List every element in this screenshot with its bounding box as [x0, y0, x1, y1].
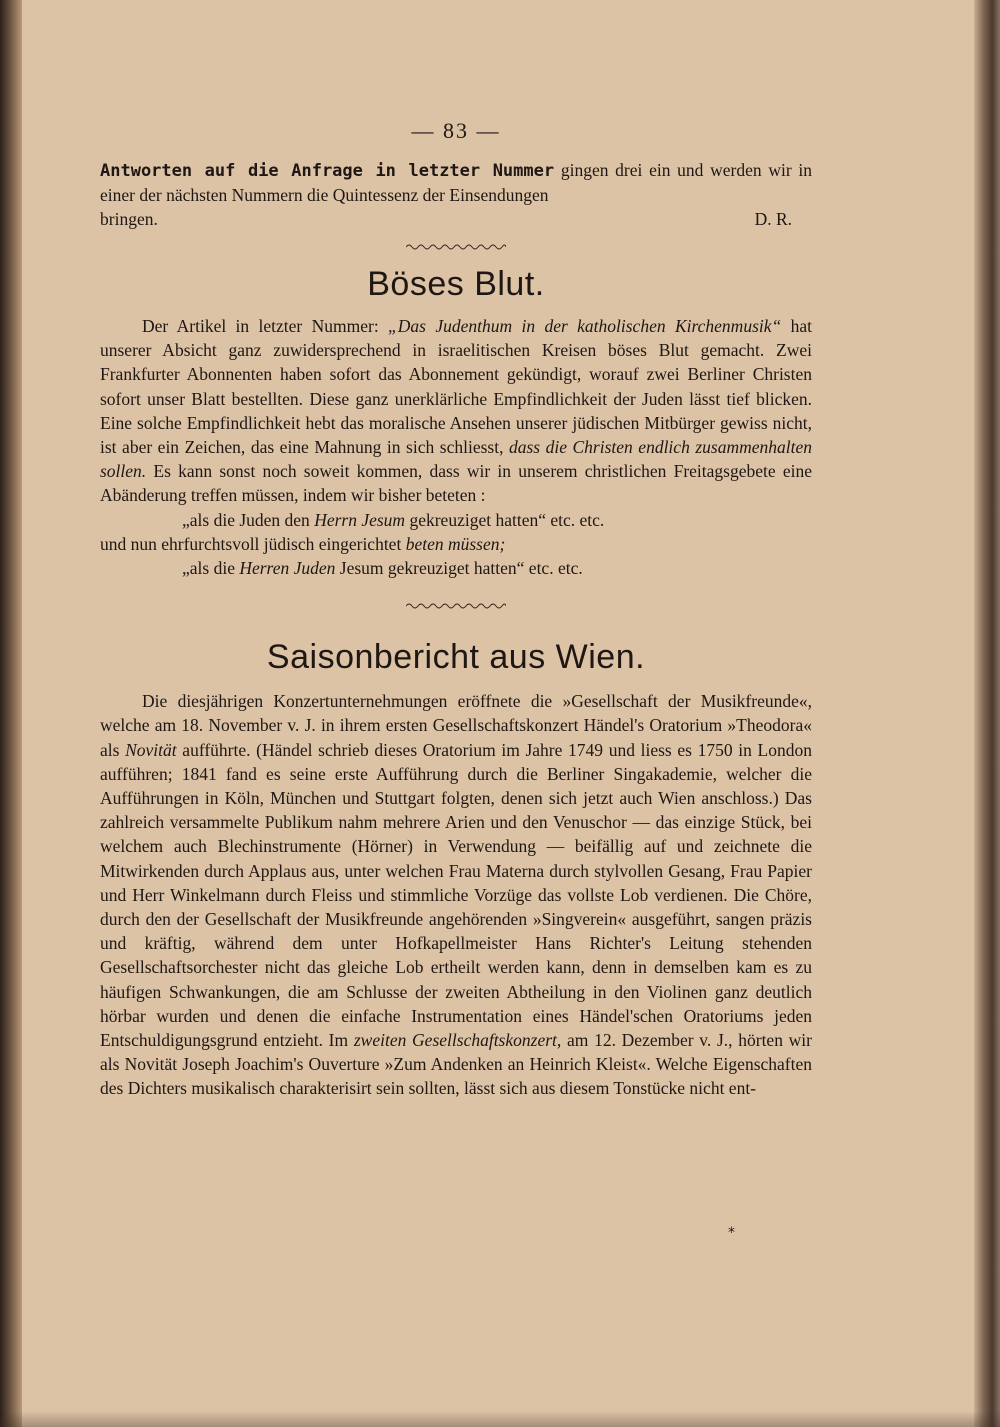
- quote2-text-a: „als die: [182, 558, 240, 579]
- article2-paragraph: [100, 689, 812, 1100]
- intro-bold-lead: Antworten auf die Anfrage in letzter Nummer: [100, 161, 555, 181]
- article2-italic-konzert: zweiten Gesellschaftskonzert,: [353, 1030, 562, 1051]
- quote2-italic: Herren Juden: [239, 558, 336, 579]
- page-edge: [974, 0, 1000, 1427]
- intro-text: gingen drei ein und werden wir in einer der nächsten Nummern die Quintessenz der Einsendungen: [100, 160, 813, 205]
- page-content: [100, 118, 812, 1101]
- article2-text-c: am 12. Dezember v. J., hörten wir als Novität Joseph Joachim's Ouverture »Zum Andenken an Heinrich Kleist«. Welche Eigenschaften des Dichters musikalisch charakterisirt sein sollten, lässt sich aus diesem Tonstücke nicht ent-: [100, 1030, 812, 1099]
- footer-mark: *: [728, 1225, 735, 1241]
- intro-paragraph: [100, 158, 812, 207]
- article-title-saisonbericht: Saisonbericht aus Wien.: [266, 638, 646, 677]
- article1-text-a: Der Artikel in letzter Nummer:: [142, 316, 389, 336]
- article1-text-b: hat unserer Absicht ganz zuwidersprechend in israelitischen Kreisen böses Blut gemacht. Zwei Frankfurter Abonnenten haben sofort das Abonnement gekündigt, worauf zwei Berliner Christen sofort unser Blatt bestellten. Diese ganz unerklärliche Empfindlichkeit der Juden lässt tief blicken. Eine solche Empfindlichkeit hebt das moralische Ansehen unserer jüdischen Mitbürger gewiss nicht, ist aber ein Zeichen, das eine Mahnung in sich schliesst,: [100, 316, 812, 458]
- intro-last-line: bringen.: [100, 209, 158, 229]
- article2-text-a: Die diesjährigen Konzertunternehmungen eröffnete die »Gesellschaft der Musikfreunde«, welche am 18. November v. J. in ihrem ersten Gesellschaftskonzert Händel's Oratorium »Theodora« als: [100, 691, 812, 760]
- article-title-boeses-blut: Böses Blut.: [367, 265, 545, 303]
- transition-line: [100, 532, 812, 556]
- article2-italic-novitaet: Novität: [125, 739, 177, 760]
- quote-line-2: [100, 556, 812, 580]
- quote1-text-a: „als die Juden den: [182, 509, 315, 530]
- page-bottom-shadow: [0, 1411, 1000, 1427]
- book-gutter: [0, 0, 22, 1427]
- quote2-text-b: Jesum gekreuziget hatten“ etc. etc.: [335, 558, 583, 579]
- article2-text-b: aufführte. (Händel schrieb dieses Oratorium im Jahre 1749 und liess es 1750 in London aufführen; 1841 fand es seine erste Aufführung durch die Berliner Singakademie, welcher die Aufführungen in Köln, München und Stuttgart folgten, denen sich jetzt auch Wien anschloss.) Das zahlreich versammelte Publikum nahm mehrere Arien und den Venuschor — das einzige Stück, bei welchem auch Blechinstrumente (Hörner) in Verwendung — beifällig auf und zeichnete die Mitwirkenden durch Applaus aus, unter welchen Frau Materna durch stylvollen Gesang, Frau Papier und Herr Winkelmann durch Fleiss und stimmliche Vorzüge das vollste Lob verdienen. Die Chöre, durch den der Gesellschaft der Musikfreunde angehörenden »Singverein« ausgeführt, sangen präzis und kräftig, während dem unter Hofkapellmeister Hans Richter's Leitung stehenden Gesellschaftsorchester nicht das gleiche Lob ertheilt werden kann, denn in demselben kam es zu häufigen Schwankungen, die am Schlusse der zweiten Abtheilung in den Violinen ganz deutlich hörbar wurden und denen die einfache Instrumentation eines Händel'schen Oratoriums jeden Entschuldigungsgrund entzieht. Im: [100, 739, 812, 1051]
- transition-italic: beten müssen;: [405, 533, 506, 554]
- ornamental-divider: [406, 243, 506, 251]
- intro-closing-line: [100, 207, 812, 231]
- quote1-text-b: gekreuziget hatten“ etc. etc.: [405, 509, 605, 530]
- article1-paragraph: [100, 314, 812, 508]
- transition-text: und nun ehrfurchtsvoll jüdisch eingerichtet: [100, 533, 406, 554]
- article1-italic-emphasis: dass die Christen endlich zusammenhalten sollen.: [100, 437, 812, 482]
- article1-text-c: Es kann sonst noch soweit kommen, dass wir in unserem christlichen Freitagsgebete eine Abänderung treffen müssen, indem wir bisher beteten :: [100, 461, 812, 506]
- quote1-italic: Herrn Jesum: [314, 509, 406, 530]
- quote-line-1: [100, 508, 812, 532]
- intro-signature: D. R.: [754, 209, 792, 229]
- page-number: — 83 —: [411, 118, 501, 143]
- article1-italic-title: „Das Judenthum in der katholischen Kirchenmusik“: [388, 316, 782, 336]
- ornamental-divider-2: [406, 602, 506, 610]
